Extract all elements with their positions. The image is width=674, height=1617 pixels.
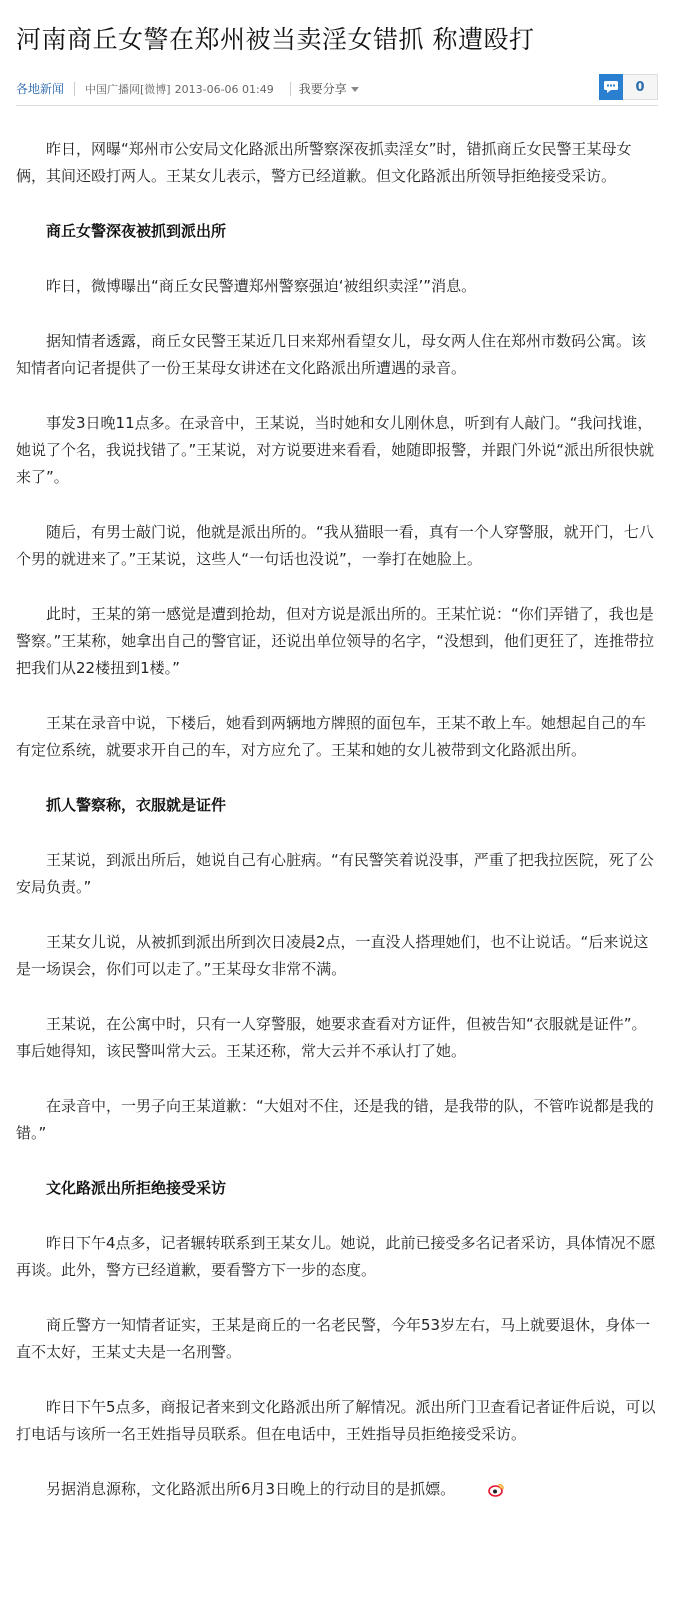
share-dropdown[interactable] <box>290 82 359 96</box>
article-paragraph <box>16 328 658 382</box>
paragraph-text: 此时，王某的第一感觉是遭到抢劫，但对方说是派出所的。王某忙说：“你们弄错了，我也是警察。”王某称，她拿出自己的警官证，还说出单位领导的名字，“没想到，他们更狂了，连推带拉把我们从22楼扭到1楼。” <box>16 605 655 677</box>
paragraph-text: 事发3日晚11点多。在录音中，王某说，当时她和女儿刚休息，听到有人敲门。“我问找谁，她说了个名，我说找错了。”王某说，对方说要进来看看，她随即报警，并跟门外说“派出所很快就来了”。 <box>16 414 655 486</box>
article-body <box>16 136 658 1506</box>
paragraph-text: 昨日下午4点多，记者辗转联系到王某女儿。她说，此前已接受多名记者采访，具体情况不愿再谈。此外，警方已经道歉，要看警方下一步的态度。 <box>16 1234 656 1279</box>
paragraph-text: 据知情者透露，商丘女民警王某近几日来郑州看望女儿，母女两人住在郑州市数码公寓。该知情者向记者提供了一份王某母女讲述在文化路派出所遭遇的录音。 <box>16 332 647 377</box>
article-paragraph <box>16 273 658 300</box>
paragraph-text: 昨日，微博曝出“商丘女民警遭郑州警察强迫‘被组织卖淫’”消息。 <box>46 277 477 295</box>
paragraph-text: 商丘女警深夜被抓到派出所 <box>46 222 227 240</box>
paragraph-text: 随后，有男士敲门说，他就是派出所的。“我从猫眼一看，真有一个人穿警服，就开门，七八个男的就进来了。”王某说，这些人“一句话也没说”，一拳打在她脸上。 <box>16 523 654 568</box>
paragraph-text: 王某说，在公寓中时，只有一人穿警服，她要求查看对方证件，但被告知“衣服就是证件”。事后她得知，该民警叫常大云。王某还称，常大云并不承认打了她。 <box>16 1015 647 1060</box>
article-paragraph <box>16 710 658 764</box>
share-label: 我要分享 <box>298 82 347 96</box>
paragraph-text: 文化路派出所拒绝接受采访 <box>46 1179 227 1197</box>
paragraph-text: 王某说，到派出所后，她说自己有心脏病。“有民警笑着说没事，严重了把我拉医院，死了公安局负责。” <box>16 851 654 896</box>
section-heading <box>16 792 658 819</box>
article-paragraph <box>16 1312 658 1366</box>
article-paragraph <box>16 1093 658 1147</box>
paragraph-text: 在录音中，一男子向王某道歉：“大姐对不住，还是我的错，是我带的队，不管咋说都是我的错。” <box>16 1097 654 1142</box>
caret-down-icon <box>351 87 359 92</box>
article-paragraph <box>16 136 658 190</box>
article-paragraph <box>16 519 658 573</box>
paragraph-text: 昨日下午5点多，商报记者来到文化路派出所了解情况。派出所门卫查看记者证件后说，可以打电话与该所一名王姓指导员联系。但在电话中，王姓指导员拒绝接受采访。 <box>16 1398 656 1443</box>
paragraph-text: 商丘警方一知情者证实，王某是商丘的一名老民警，今年53岁左右，马上就要退休，身体一直不太好，王某丈夫是一名刑警。 <box>16 1316 651 1361</box>
article-paragraph <box>16 1476 658 1506</box>
paragraph-text: 抓人警察称，衣服就是证件 <box>46 796 227 814</box>
article-paragraph <box>16 929 658 983</box>
section-heading <box>16 218 658 245</box>
paragraph-text: 王某在录音中说，下楼后，她看到两辆地方牌照的面包车，王某不敢上车。她想起自己的车有定位系统，就要求开自己的车，对方应允了。王某和她的女儿被带到文化路派出所。 <box>16 714 647 759</box>
publish-time: 2013-06-06 01:49 <box>174 82 274 96</box>
channel-link[interactable]: 各地新闻 <box>16 82 75 96</box>
article-paragraph <box>16 1230 658 1284</box>
article-meta-bar <box>16 73 658 106</box>
weibo-icon[interactable] <box>458 1479 505 1506</box>
comment-bubble-icon[interactable] <box>599 74 623 100</box>
article-paragraph <box>16 410 658 491</box>
comment-count[interactable]: 0 <box>623 74 658 100</box>
article-paragraph <box>16 847 658 901</box>
paragraph-text: 昨日，网曝“郑州市公安局文化路派出所警察深夜抓卖淫女”时，错抓商丘女民警王某母女俩，其间还殴打两人。王某女儿表示，警方已经道歉。但文化路派出所领导拒绝接受采访。 <box>16 140 632 185</box>
section-heading <box>16 1175 658 1202</box>
paragraph-text: 王某女儿说，从被抓到派出所到次日凌晨2点，一直没人搭理她们，也不让说话。“后来说这是一场误会，你们可以走了。”王某母女非常不满。 <box>16 933 649 978</box>
article-paragraph <box>16 1011 658 1065</box>
article-paragraph <box>16 601 658 682</box>
comment-widget[interactable] <box>599 74 658 100</box>
source-label[interactable]: 中国广播网[微博] <box>85 83 171 96</box>
paragraph-text: 另据消息源称，文化路派出所6月3日晚上的行动目的是抓嫖。 <box>46 1480 456 1498</box>
article-title: 河南商丘女警在郑州被当卖淫女错抓 称遭殴打 <box>16 25 535 54</box>
article-paragraph <box>16 1394 658 1448</box>
